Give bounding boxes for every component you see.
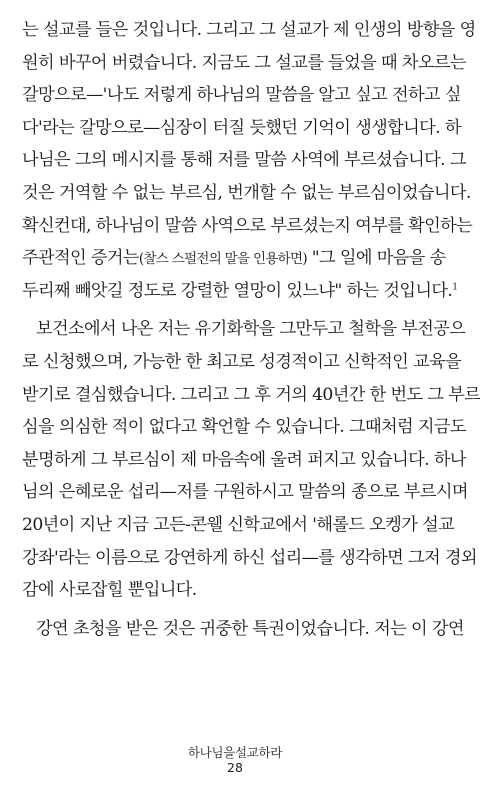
text-line: 분명하게 그 부르심이 제 마음속에 울려 퍼지고 있습니다. 하나 [22,449,466,470]
body-text [22,14,480,645]
text-line: 감에 사로잡힐 뿐입니다. [22,580,197,601]
paragraph-3 [22,613,464,646]
text-line: 는 설교를 들은 것입니다. 그리고 그 설교가 제 인생의 방향을 영 [22,20,476,40]
paragraph-1 [22,14,476,307]
text-line [22,242,452,275]
quote-attribution: (찰스 스펄전의 말을 인용하면) [138,251,307,268]
text-line: 강연 초청을 받은 것은 귀중한 특권이었습니다. 저는 이 강연 [36,618,464,639]
text-span: 두리째 빼앗길 정도로 강렬한 열망이 있느냐" 하는 것입니다. [22,280,453,301]
text-line: 나님은 그의 메시지를 통해 저를 말씀 사역에 부르셨습니다. 그 [22,150,466,171]
text-line: 받기로 결심했습니다. 그리고 그 후 거의 40년간 한 번도 그 부르 [22,384,480,405]
text-line: 로 신청했으며, 가능한 한 최고로 성경적이고 신학적인 교육을 [22,351,461,372]
footnote-marker: 1 [452,282,458,293]
text-line: 보건소에서 나온 저는 유기화학을 그만두고 철학을 부전공으 [36,319,466,340]
text-span: 주관적인 증거는 [22,248,139,269]
text-line [22,275,458,308]
text-line: 강좌'라는 이름으로 강연하게 하신 섭리—를 생각하면 그저 경외 [22,547,477,568]
text-span: "그 일에 마음을 송 [306,248,446,269]
running-footer-title: 하나님을설교하라 [187,745,283,760]
paragraph-2 [22,313,480,606]
text-line: 확신컨대, 하나님이 말씀 사역으로 부르셨는지 여부를 확인하는 [22,215,473,236]
text-line: 갈망으로—'나도 저렇게 하나님의 말씀을 알고 싶고 전하고 싶 [22,85,461,106]
text-line: 다'라는 갈망으로—심장이 터질 듯했던 기억이 생생합니다. 하 [22,117,461,138]
text-line: 심을 의심한 적이 없다고 확언할 수 있습니다. 그때처럼 지금도 [22,417,466,438]
text-line: 20년이 지난 지금 고든-콘웰 신학교에서 '해롤드 오켕가 설교 [22,514,455,535]
text-line: 원히 바꾸어 버렸습니다. 지금도 그 설교를 들었을 때 차오르는 [22,52,466,73]
text-line: 것은 거역할 수 없는 부르심, 번개할 수 없는 부르심이었습니다. [22,182,471,203]
text-line: 님의 은혜로운 섭리—저를 구원하시고 말씀의 종으로 부르시며 [22,482,468,503]
page-number: 28 [227,760,243,775]
